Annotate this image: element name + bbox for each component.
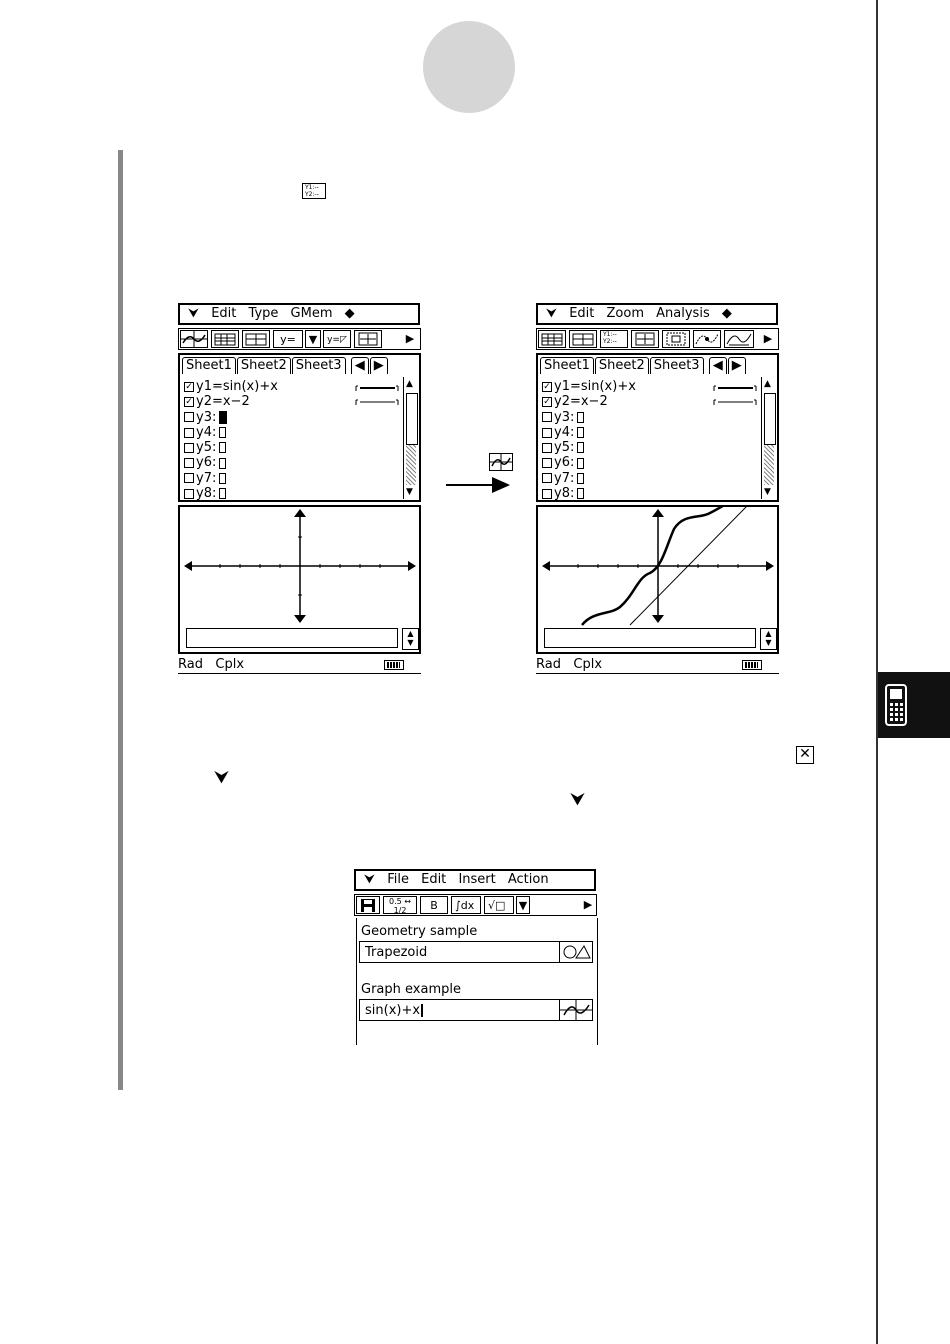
right-calculator-screen [536, 303, 780, 675]
empty-entry[interactable] [219, 458, 226, 469]
eq-expr[interactable]: x−2 [222, 394, 250, 410]
diamond-icon[interactable]: ◆ [721, 306, 732, 321]
menu-bar [354, 869, 596, 891]
empty-entry[interactable] [577, 442, 584, 453]
checkbox[interactable] [184, 428, 194, 438]
checkbox[interactable] [542, 412, 552, 422]
eq-expr[interactable]: sin(x)+x [580, 379, 636, 394]
save-icon[interactable] [356, 896, 380, 914]
menu-dropdown-icon[interactable]: ⮟ [188, 306, 200, 321]
graph-editor-panel [178, 353, 421, 502]
line-style-icons[interactable] [352, 381, 402, 409]
equation-list [184, 379, 278, 501]
tab-sheet1[interactable]: Sheet1 [540, 357, 594, 374]
checkbox[interactable] [542, 428, 552, 438]
text-cursor[interactable] [219, 411, 227, 424]
geometry-label: Geometry sample [361, 924, 478, 939]
checkbox[interactable] [542, 443, 552, 453]
calculator-icon [878, 672, 950, 738]
toolbar-right-arrow-icon[interactable]: ▶ [581, 896, 595, 914]
complex-mode: Cplx [215, 657, 245, 672]
geometry-icon[interactable] [559, 942, 592, 962]
scroll-thumb[interactable] [764, 393, 776, 445]
eq-label: y2= [554, 394, 581, 410]
menu-dropdown-icon[interactable]: ⮟ [546, 306, 558, 321]
graph-window[interactable] [536, 505, 779, 654]
eq-label: y5: [196, 440, 217, 456]
empty-entry[interactable] [577, 458, 584, 469]
vertical-scrollbar[interactable] [761, 377, 776, 499]
entry-scroll-icon[interactable]: ▲ ▼ [402, 628, 419, 650]
bold-button[interactable]: B [420, 896, 448, 914]
empty-entry[interactable] [219, 442, 226, 453]
menu-zoom[interactable]: Zoom [606, 306, 645, 321]
checkbox[interactable]: ✓ [543, 381, 551, 392]
empty-entry[interactable] [577, 473, 584, 484]
equation-row[interactable] [184, 471, 278, 486]
graph-editor-window-icon: Y1:-- Y2:-- [302, 183, 326, 199]
summary-table-icon[interactable] [569, 330, 597, 348]
menu-dropdown-icon: ⮟ [214, 767, 230, 788]
sketch-icon[interactable] [724, 330, 754, 348]
toolbar-right-arrow-icon[interactable]: ▶ [759, 330, 777, 348]
equation-row[interactable] [184, 425, 278, 440]
scroll-thumb[interactable] [406, 393, 418, 445]
view-window-icon[interactable] [631, 330, 659, 348]
battery-icon [384, 660, 404, 670]
message-entry-box[interactable] [186, 628, 398, 648]
scroll-up-icon[interactable]: ▲ [406, 379, 413, 389]
eactivity-screen [354, 869, 598, 1049]
status-underline [536, 673, 779, 674]
graph-window[interactable] [178, 505, 421, 654]
equation-row[interactable] [542, 455, 636, 470]
y-equals-shade-button[interactable]: y=◸ [323, 330, 351, 348]
equation-row[interactable] [542, 410, 636, 425]
equation-row[interactable] [542, 440, 636, 455]
eq-label: y7: [554, 470, 575, 486]
chapter-side-tab [878, 672, 950, 738]
dropdown-arrow-icon[interactable]: ▼ [516, 896, 530, 914]
eq-label: y4: [554, 424, 575, 440]
left-calculator-screen [178, 303, 422, 675]
empty-entry[interactable] [219, 473, 226, 484]
equation-row[interactable] [184, 379, 278, 394]
equation-row[interactable] [184, 410, 278, 425]
equation-row[interactable] [184, 394, 278, 409]
checkbox[interactable]: ✓ [185, 396, 193, 407]
sheet-tabs [540, 357, 747, 373]
tab-scroll-right-icon[interactable]: ▶ [728, 357, 746, 374]
step-sidebar-bar [118, 150, 123, 1090]
equation-row[interactable] [184, 455, 278, 470]
eq-label: y8: [196, 486, 217, 502]
menu-type[interactable]: Type [248, 306, 279, 321]
graph-strip[interactable] [359, 999, 593, 1021]
equation-row[interactable] [542, 394, 636, 409]
svg-text:∫dx: ∫dx [455, 899, 475, 912]
equation-row[interactable] [542, 471, 636, 486]
scroll-down-icon[interactable]: ▼ [764, 487, 771, 497]
tab-scroll-right-icon[interactable]: ▶ [370, 357, 388, 374]
sheet-tabs [182, 357, 389, 373]
trace-icon[interactable] [693, 330, 721, 348]
empty-entry[interactable] [577, 412, 584, 423]
menu-bar [536, 303, 778, 325]
menu-insert[interactable]: Insert [458, 872, 496, 887]
graph-value: sin(x)+x [365, 1003, 421, 1018]
checkbox[interactable] [184, 412, 194, 422]
tab-sheet3[interactable]: Sheet3 [650, 357, 704, 374]
equation-row[interactable] [542, 486, 636, 501]
sqrt-icon[interactable] [484, 896, 514, 914]
eq-expr[interactable]: sin(x)+x [222, 379, 278, 394]
eq-label: y3: [196, 409, 217, 425]
view-window-icon[interactable] [354, 330, 382, 348]
graph-editor-icon[interactable]: Y1:-- Y2:-- [600, 330, 628, 348]
close-icon: ✕ [796, 746, 814, 764]
graph-label: Graph example [361, 982, 461, 997]
vertical-scrollbar[interactable] [403, 377, 418, 499]
menu-edit[interactable]: Edit [569, 306, 595, 321]
empty-entry[interactable] [219, 488, 226, 499]
line-style-icons[interactable] [710, 381, 760, 409]
menu-dropdown-icon: ⮟ [570, 789, 586, 810]
summary-table-icon[interactable] [242, 330, 270, 348]
angle-mode: Rad [178, 657, 203, 672]
eq-label: y1= [554, 379, 581, 394]
status-bar [178, 657, 244, 672]
equation-row[interactable] [542, 425, 636, 440]
equation-row[interactable] [542, 379, 636, 394]
scroll-track [764, 445, 774, 485]
equation-row[interactable] [184, 440, 278, 455]
eq-label: y6: [196, 455, 217, 471]
message-entry-box[interactable] [544, 628, 756, 648]
empty-entry[interactable] [577, 488, 584, 499]
menu-file[interactable]: File [387, 872, 409, 887]
eq-label: y8: [554, 486, 575, 502]
checkbox[interactable] [184, 473, 194, 483]
graph-draw-icon[interactable] [180, 330, 208, 348]
checkbox[interactable] [542, 489, 552, 499]
chapter-circle [423, 21, 515, 113]
equation-list [542, 379, 636, 501]
eq-label: y7: [196, 470, 217, 486]
y-equals-button[interactable]: y= [273, 330, 303, 348]
empty-entry[interactable] [577, 427, 584, 438]
toolbar [536, 328, 779, 350]
zoom-box-icon[interactable] [662, 330, 690, 348]
tab-sheet3[interactable]: Sheet3 [292, 357, 346, 374]
angle-mode: Rad [536, 657, 561, 672]
complex-mode: Cplx [573, 657, 603, 672]
entry-scroll-icon[interactable]: ▲ ▼ [760, 628, 777, 650]
graph-draw-icon[interactable] [559, 1000, 592, 1020]
eq-expr[interactable]: x−2 [580, 394, 608, 410]
table-icon[interactable] [538, 330, 566, 348]
menu-analysis[interactable]: Analysis [656, 306, 710, 321]
battery-icon [742, 660, 762, 670]
scroll-track [406, 445, 416, 485]
checkbox[interactable] [184, 458, 194, 468]
tab-scroll-left-icon[interactable]: ◀ [351, 357, 369, 374]
text-cursor [421, 1004, 423, 1017]
toolbar [178, 328, 421, 350]
graph-editor-panel [536, 353, 779, 502]
table-icon[interactable] [211, 330, 239, 348]
eq-label: y6: [554, 455, 575, 471]
scroll-down-icon[interactable]: ▼ [406, 487, 413, 497]
integral-icon[interactable] [451, 896, 481, 914]
menu-bar [178, 303, 420, 325]
menu-edit[interactable]: Edit [421, 872, 447, 887]
equation-row[interactable] [184, 486, 278, 501]
menu-edit[interactable]: Edit [211, 306, 237, 321]
geometry-value: Trapezoid [365, 945, 428, 960]
tab-sheet2[interactable]: Sheet2 [237, 357, 291, 374]
eq-label: y2= [196, 394, 223, 410]
dropdown-arrow-icon[interactable]: ▼ [305, 330, 321, 348]
status-underline [178, 673, 421, 674]
diamond-icon[interactable]: ◆ [344, 306, 355, 321]
checkbox[interactable] [184, 489, 194, 499]
geometry-strip[interactable] [359, 941, 593, 963]
checkbox[interactable] [184, 443, 194, 453]
tab-sheet2[interactable]: Sheet2 [595, 357, 649, 374]
document-body [356, 918, 598, 1045]
empty-entry[interactable] [219, 427, 226, 438]
eq-label: y1= [196, 379, 223, 394]
scroll-up-icon[interactable]: ▲ [764, 379, 771, 389]
tab-sheet1[interactable]: Sheet1 [182, 357, 236, 374]
toolbar [354, 894, 597, 916]
toolbar-right-arrow-icon[interactable]: ▶ [401, 330, 419, 348]
eq-label: y3: [554, 409, 575, 425]
eq-label: y4: [196, 424, 217, 440]
eq-label: y5: [554, 440, 575, 456]
menu-dropdown-icon[interactable]: ⮟ [364, 872, 376, 887]
checkbox[interactable]: ✓ [185, 381, 193, 392]
y-equals-shade-label: y= [327, 335, 340, 345]
checkbox[interactable]: ✓ [543, 396, 551, 407]
tab-scroll-left-icon[interactable]: ◀ [709, 357, 727, 374]
status-bar [536, 657, 602, 672]
menu-action[interactable]: Action [507, 872, 549, 887]
checkbox[interactable] [542, 473, 552, 483]
checkbox[interactable] [542, 458, 552, 468]
menu-gmem[interactable]: GMem [290, 306, 333, 321]
graph-draw-icon [489, 453, 513, 471]
fraction-convert-button[interactable]: 0.5 ↔ 1/2 [383, 896, 417, 914]
right-arrow-icon [444, 474, 512, 496]
svg-text:√□: √□ [488, 899, 506, 912]
